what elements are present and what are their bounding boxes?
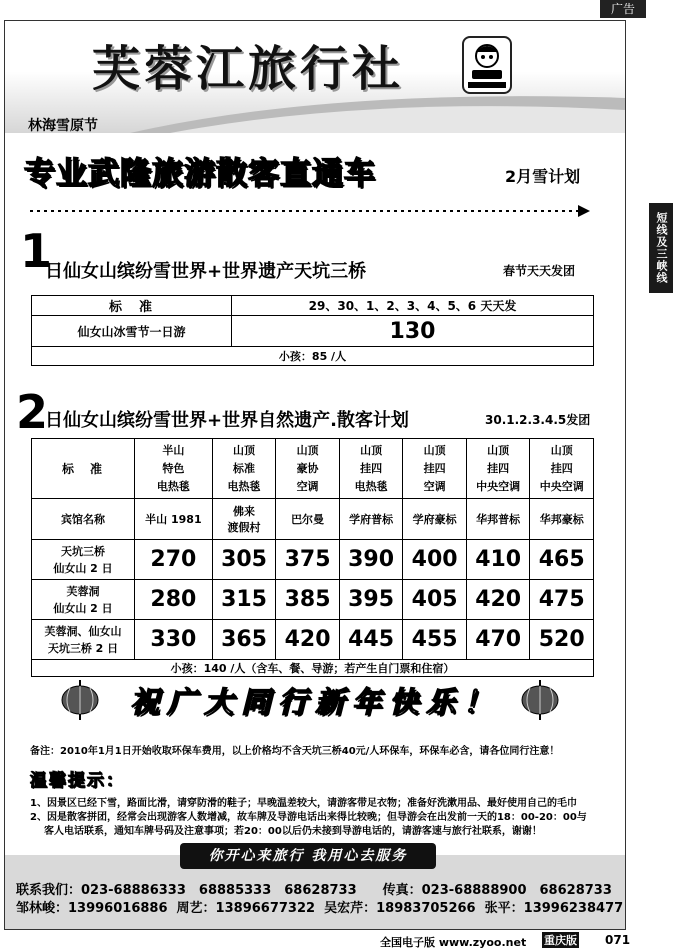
- trip2-route-label: [32, 540, 135, 580]
- trip2-price-cell: 410: [466, 540, 530, 580]
- trip2-std-text: 山顶: [360, 443, 383, 457]
- trip2-std-text: 山顶: [296, 443, 319, 457]
- trip2-std-label: 标 准: [32, 439, 135, 499]
- trip1-number: 1: [20, 224, 53, 278]
- trip2-std-text: 豪协: [296, 461, 319, 475]
- trip2-std-text: 中央空调: [539, 479, 584, 493]
- trip2-route-text: 仙女山 2 日: [53, 561, 113, 575]
- contact-line: 联系我们：023-68886333 68885333 68628733 传真：023-68888900 68628733: [16, 883, 612, 898]
- trip2-price-cell: 475: [530, 580, 594, 620]
- trip2-hotel-cell: 学府普标: [339, 499, 403, 540]
- trip2-hotel-label: 宾馆名称: [32, 499, 135, 540]
- trip1-header-dates: 29、30、1、2、3、4、5、6 天天发: [232, 296, 594, 316]
- trip1-child-price: 小孩：85 /人: [32, 347, 594, 366]
- trip2-std-text: 山顶: [487, 443, 510, 457]
- tip-line: 2、因是散客拼团，经常会出现游客人数增减，故车牌及导游电话出来得比较晚；但导游会在出发前一天的18：00-20：00与: [30, 812, 587, 823]
- trip2-hotel-cell: 华邦豪标: [530, 499, 594, 540]
- trip1-row-label: 仙女山冰雪节一日游: [32, 316, 232, 347]
- footer-edition: 重庆版: [544, 934, 577, 947]
- trip2-price-cell: 400: [403, 540, 467, 580]
- trip2-std-text: 标准: [233, 461, 256, 475]
- tips-title: 温馨提示：: [30, 771, 125, 791]
- trip2-price-cell: 395: [339, 580, 403, 620]
- trip2-std-cell: [530, 439, 594, 499]
- trip1-table: [31, 295, 594, 366]
- contact-line: 邹林峻：13996016886 周艺：13896677322 吴宏芹：18983705266 张平：13996238477: [16, 901, 624, 916]
- trip2-route-text: 天坑三桥: [61, 544, 105, 558]
- trip2-std-cell: [403, 439, 467, 499]
- trip2-hotel-cell: 学府豪标: [403, 499, 467, 540]
- trip2-hotel-cell: 华邦普标: [466, 499, 530, 540]
- trip2-std-cell: [339, 439, 403, 499]
- trip2-std-text: 挂四: [423, 461, 446, 475]
- table-row: [32, 620, 594, 660]
- trip2-price-cell: 365: [212, 620, 276, 660]
- ad-tag: 广告: [600, 0, 646, 18]
- trip1-row-price: 130: [232, 316, 594, 347]
- table-row: [32, 540, 594, 580]
- trip2-std-text: 挂四: [487, 461, 510, 475]
- trip2-price-cell: 270: [135, 540, 213, 580]
- trip2-route-label: [32, 620, 135, 660]
- table-row: [32, 580, 594, 620]
- trip2-price-cell: 465: [530, 540, 594, 580]
- trip2-price-cell: 420: [466, 580, 530, 620]
- trip2-std-cell: [212, 439, 276, 499]
- trip2-note: 30.1.2.3.4.5发团: [485, 413, 591, 427]
- trip2-std-text: 中央空调: [476, 479, 521, 493]
- trip2-price-cell: 405: [403, 580, 467, 620]
- trip2-std-cell: [135, 439, 213, 499]
- trip2-std-text: 挂四: [360, 461, 383, 475]
- trip1-note: 春节天天发团: [503, 264, 576, 278]
- trip2-price-cell: 315: [212, 580, 276, 620]
- tip-line: 客人电话联系，通知车牌号码及注意事项；若20：00以后仍未接到导游电话的，请游客速与旅行社联系，谢谢！: [44, 826, 542, 837]
- remark-note: 备注：2010年1月1日开始收取环保车费用，以上价格均不含天坑三桥40元/人环保车，环保车必含，请各位同行注意！: [30, 746, 560, 757]
- trip2-std-text: 空调: [423, 479, 446, 493]
- lantern-icon: [60, 680, 100, 720]
- trip2-hotel-cell: 佛来 渡假村: [212, 499, 276, 540]
- trip2-price-cell: 305: [212, 540, 276, 580]
- trip1-title: 日仙女山缤纷雪世界+世界遗产天坑三桥: [45, 261, 367, 282]
- divider-arrow: [30, 205, 590, 217]
- trip2-hotel-cell: 巴尔曼: [276, 499, 340, 540]
- trip2-price-cell: 375: [276, 540, 340, 580]
- slogan: 你开心来旅行 我用心去服务: [208, 848, 408, 864]
- trip2-price-cell: 280: [135, 580, 213, 620]
- greeting-text: 祝广大同行新年快乐！: [130, 685, 501, 719]
- trip2-std-text: 空调: [296, 479, 319, 493]
- trip1-header-label: 标 准: [32, 296, 232, 316]
- trip2-route-text: 仙女山 2 日: [53, 601, 113, 615]
- trip2-price-cell: 455: [403, 620, 467, 660]
- tip-line: 1、因景区已经下雪，路面比滑，请穿防滑的鞋子；早晚温差较大，请游客带足衣物；准备好洗漱用品、最好使用自己的毛巾: [30, 798, 577, 809]
- trip2-table: [31, 438, 594, 677]
- trip2-std-text: 山顶: [550, 443, 573, 457]
- page-number: 071: [605, 933, 631, 947]
- company-logo-icon: [462, 36, 512, 94]
- trip2-std-cell: [276, 439, 340, 499]
- trip2-price-cell: 385: [276, 580, 340, 620]
- trip2-price-cell: 390: [339, 540, 403, 580]
- trip2-route-text: 芙蓉洞、仙女山: [44, 624, 122, 638]
- trip2-price-cell: 520: [530, 620, 594, 660]
- trip2-route-text: 天坑三桥 2 日: [47, 641, 119, 655]
- trip2-number: 2: [16, 385, 49, 439]
- trip2-price-cell: 470: [466, 620, 530, 660]
- main-title: 专业武隆旅游散客直通车: [24, 156, 376, 192]
- trip2-std-text: 特色: [162, 461, 185, 475]
- trip2-title: 日仙女山缤纷雪世界+世界自然遗产.散客计划: [45, 410, 409, 431]
- lantern-icon: [520, 680, 560, 720]
- trip2-std-text: 山顶: [233, 443, 256, 457]
- company-name: 芙蓉江旅行社: [92, 41, 405, 97]
- trip2-price-cell: 445: [339, 620, 403, 660]
- trip2-price-cell: 420: [276, 620, 340, 660]
- trip2-route-label: [32, 580, 135, 620]
- side-tab: 短线及三峡线: [649, 203, 673, 293]
- plan-label: 2月雪计划: [505, 167, 581, 186]
- trip2-std-text: 电热毯: [227, 479, 261, 493]
- subtitle: 林海雪原节: [28, 118, 98, 134]
- trip2-child-price: 小孩：140 /人（含车、餐、导游；若产生自门票和住宿）: [32, 660, 594, 677]
- trip2-std-text: 电热毯: [156, 479, 190, 493]
- trip2-hotel-cell: 半山 1981: [135, 499, 213, 540]
- trip2-std-text: 电热毯: [354, 479, 388, 493]
- trip2-route-text: 芙蓉洞: [66, 584, 100, 598]
- footer-site: 全国电子版 www.zyoo.net: [380, 936, 527, 949]
- trip2-price-cell: 330: [135, 620, 213, 660]
- trip2-std-text: 挂四: [550, 461, 573, 475]
- trip2-std-text: 山顶: [423, 443, 446, 457]
- trip2-std-cell: [466, 439, 530, 499]
- trip2-std-text: 半山: [162, 443, 185, 457]
